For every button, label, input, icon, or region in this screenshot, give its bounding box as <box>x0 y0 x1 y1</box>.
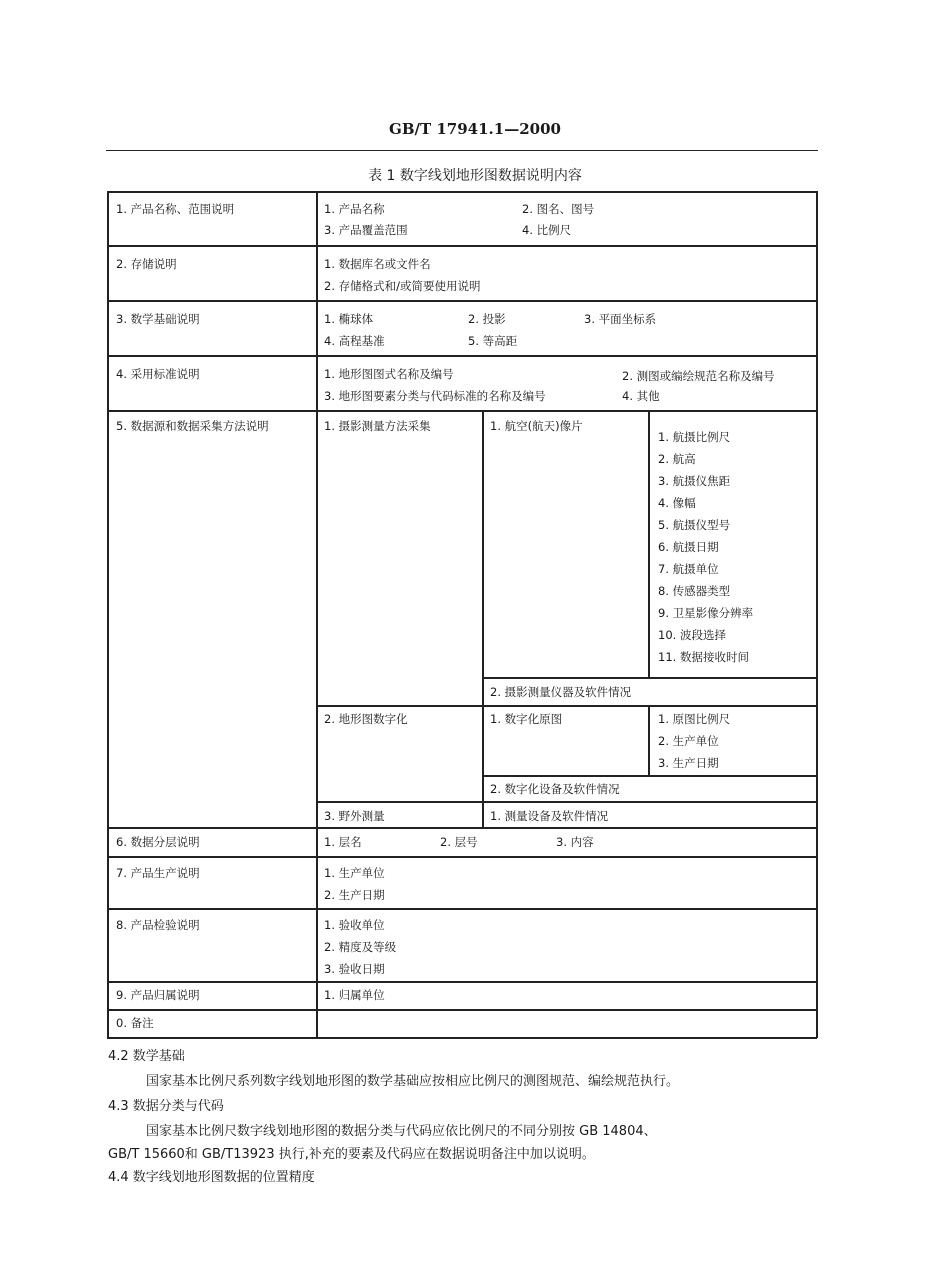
row-label: 5. 数据源和数据采集方法说明 <box>116 419 269 433</box>
row-item: 1. 地形图图式名称及编号 <box>324 367 454 381</box>
table-border-left <box>107 191 109 1038</box>
section-paragraph: 国家基本比例尺系列数字线划地形图的数学基础应按相应比例尺的测图规范、编绘规范执行。 <box>146 1074 680 1089</box>
detail-item: 2. 航高 <box>658 452 696 466</box>
section-heading: 4.3 数据分类与代码 <box>108 1099 224 1114</box>
row-divider <box>107 355 817 357</box>
row-item: 5. 等高距 <box>468 334 518 348</box>
row-divider <box>107 856 817 858</box>
source-label: 1. 数字化原图 <box>490 712 563 726</box>
column-divider <box>482 410 484 828</box>
method-label: 2. 地形图数字化 <box>324 712 408 726</box>
row-label: 2. 存储说明 <box>116 257 177 271</box>
row-divider <box>107 908 817 910</box>
section-paragraph: GB/T 15660和 GB/T13923 执行,补充的要素及代码应在数据说明备注中加以说明。 <box>108 1147 595 1162</box>
row-item: 1. 层名 <box>324 835 362 849</box>
row-item: 2. 存储格式和/或简要使用说明 <box>324 279 481 293</box>
row-item: 2. 测图或编绘规范名称及编号 <box>622 369 775 383</box>
row-divider <box>482 775 817 777</box>
row-item: 3. 内容 <box>556 835 594 849</box>
detail-item: 3. 生产日期 <box>658 756 719 770</box>
row-item: 4. 其他 <box>622 389 660 403</box>
row-divider <box>107 245 817 247</box>
header-rule <box>106 150 818 151</box>
detail-item: 3. 航摄仪焦距 <box>658 474 731 488</box>
source-label: 1. 测量设备及软件情况 <box>490 809 609 823</box>
row-item: 2. 投影 <box>468 312 506 326</box>
section-heading: 4.4 数字线划地形图数据的位置精度 <box>108 1170 315 1185</box>
row-item: 3. 验收日期 <box>324 962 385 976</box>
row-item: 1. 归属单位 <box>324 988 385 1002</box>
column-divider <box>648 705 650 775</box>
row-item: 4. 比例尺 <box>522 223 572 237</box>
detail-item: 7. 航摄单位 <box>658 562 719 576</box>
table-border-bottom <box>107 1037 817 1039</box>
detail-item: 10. 波段选择 <box>658 628 726 642</box>
table-border-right <box>816 191 818 1038</box>
method-label: 3. 野外测量 <box>324 809 385 823</box>
row-item: 1. 产品名称 <box>324 202 385 216</box>
row-divider <box>107 827 817 829</box>
row-item: 4. 高程基准 <box>324 334 385 348</box>
row-item: 3. 平面坐标系 <box>584 312 657 326</box>
row-item: 2. 层号 <box>440 835 478 849</box>
detail-item: 1. 航摄比例尺 <box>658 430 731 444</box>
method-label: 1. 摄影测量方法采集 <box>324 419 431 433</box>
row-divider <box>107 981 817 983</box>
row-divider <box>316 801 817 803</box>
row-label: 4. 采用标准说明 <box>116 367 200 381</box>
row-item: 3. 地形图要素分类与代码标准的名称及编号 <box>324 389 546 403</box>
row-item: 1. 椭球体 <box>324 312 374 326</box>
table-caption: 表 1 数字线划地形图数据说明内容 <box>368 168 582 184</box>
column-divider <box>316 191 318 1038</box>
column-divider <box>648 410 650 677</box>
row-label: 9. 产品归属说明 <box>116 988 200 1002</box>
detail-item: 4. 像幅 <box>658 496 696 510</box>
detail-item: 2. 生产单位 <box>658 734 719 748</box>
row-label: 0. 备注 <box>116 1016 154 1030</box>
detail-item: 9. 卫星影像分辨率 <box>658 606 754 620</box>
row-label: 8. 产品检验说明 <box>116 918 200 932</box>
detail-item: 5. 航摄仪型号 <box>658 518 731 532</box>
detail-item: 8. 传感器类型 <box>658 584 731 598</box>
row-divider <box>482 677 817 679</box>
row-item: 2. 精度及等级 <box>324 940 397 954</box>
table-border-top <box>107 191 817 193</box>
row-item: 1. 验收单位 <box>324 918 385 932</box>
row-item: 2. 生产日期 <box>324 888 385 902</box>
source-label: 2. 数字化设备及软件情况 <box>490 782 620 796</box>
detail-item: 1. 原图比例尺 <box>658 712 731 726</box>
detail-item: 11. 数据接收时间 <box>658 650 749 664</box>
row-divider <box>107 300 817 302</box>
row-label: 7. 产品生产说明 <box>116 866 200 880</box>
row-divider <box>107 410 817 412</box>
row-item: 3. 产品覆盖范围 <box>324 223 408 237</box>
document-code: GB/T 17941.1—2000 <box>389 120 561 138</box>
detail-item: 6. 航摄日期 <box>658 540 719 554</box>
row-label: 6. 数据分层说明 <box>116 835 200 849</box>
source-label: 2. 摄影测量仪器及软件情况 <box>490 685 632 699</box>
row-label: 1. 产品名称、范围说明 <box>116 202 235 216</box>
source-label: 1. 航空(航天)像片 <box>490 419 583 433</box>
section-heading: 4.2 数学基础 <box>108 1049 185 1064</box>
row-divider <box>107 1009 817 1011</box>
row-item: 1. 生产单位 <box>324 866 385 880</box>
row-divider <box>316 705 817 707</box>
row-item: 1. 数据库名或文件名 <box>324 257 431 271</box>
section-paragraph: 国家基本比例尺数字线划地形图的数据分类与代码应依比例尺的不同分别按 GB 14804、 <box>146 1124 657 1139</box>
row-item: 2. 图名、图号 <box>522 202 595 216</box>
row-label: 3. 数学基础说明 <box>116 312 200 326</box>
